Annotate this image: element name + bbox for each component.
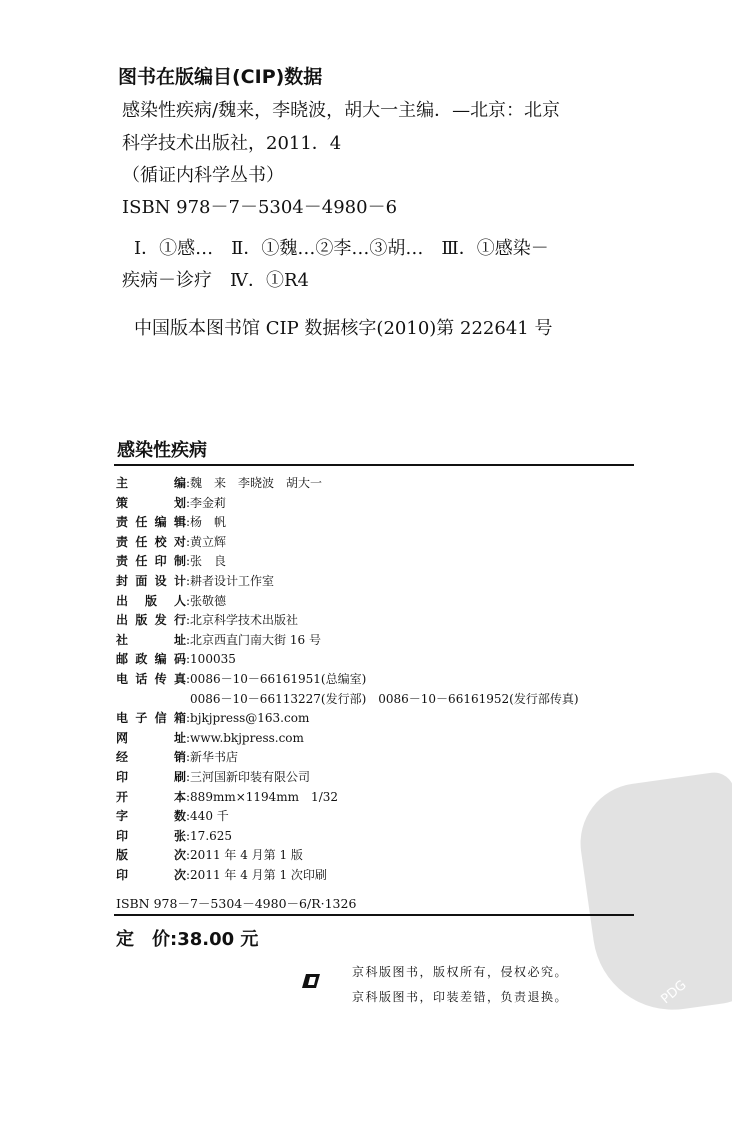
record-value: 100035: [190, 652, 236, 667]
record-value: 2011 年 4 月第 1 版: [190, 848, 303, 863]
record-value: 889mm×1194mm 1/32: [190, 789, 339, 804]
footer-line: 京科版图书，版权所有，侵权必究。: [352, 965, 569, 979]
record-colon: :: [186, 476, 191, 490]
cip-subject-line: Ⅰ．①感… Ⅱ．①魏…②李…③胡… Ⅲ．①感染－: [134, 238, 549, 259]
record-row: [116, 670, 579, 690]
record-colon: :: [186, 711, 191, 726]
cip-heading: 图书在版编目(CIP)数据: [118, 66, 323, 88]
record-label: 印次: [116, 867, 186, 882]
record-colon: :: [186, 554, 191, 569]
record-row: [116, 788, 579, 808]
record-row: [116, 592, 579, 612]
record-label: 出版人: [116, 593, 186, 608]
record-value: 440 千: [190, 809, 229, 824]
record-value: 李金莉: [190, 495, 227, 510]
record-value: 17.625: [190, 828, 233, 843]
record-row: [116, 572, 579, 592]
watermark-seal: [573, 770, 732, 1020]
cip-line: 感染性疾病/魏来，李晓波，胡大一主编．—北京：北京: [122, 100, 561, 121]
record-label: 经销: [116, 750, 186, 765]
record-row: [116, 827, 579, 847]
record-label: [116, 690, 186, 710]
record-value: 张 良: [190, 554, 227, 569]
record-value: 魏 来 李晓波 胡大一: [190, 476, 323, 490]
record-label: 电子信箱: [116, 711, 186, 726]
record-value: 杨 帆: [190, 515, 227, 530]
record-row: [116, 631, 579, 651]
record-label: 印刷: [116, 769, 186, 784]
record-row: [116, 807, 579, 827]
cip-record-number: 中国版本图书馆 CIP 数据核字(2010)第 222641 号: [134, 318, 553, 339]
record-label: 出版发行: [116, 613, 186, 628]
record-colon: :: [186, 573, 191, 588]
record-value: 北京科学技术出版社: [190, 613, 299, 628]
record-label: 网址: [116, 730, 186, 745]
record-colon: :: [186, 809, 191, 824]
record-row: [116, 690, 579, 710]
footer-line: 京科版图书，印装差错，负责退换。: [352, 990, 569, 1004]
record-row: [116, 729, 579, 749]
record-row: [116, 533, 579, 553]
divider: [114, 914, 634, 916]
record-row: [116, 846, 579, 866]
record-value: 三河国新印装有限公司: [190, 769, 311, 784]
record-value: 新华书店: [190, 750, 239, 765]
record-colon: :: [186, 534, 191, 549]
record-colon: :: [186, 671, 191, 686]
record-label: 版次: [116, 848, 186, 863]
record-label: 邮政编码: [116, 652, 186, 667]
cip-line: （循证内科学丛书）: [122, 165, 284, 186]
record-colon: :: [186, 652, 191, 667]
cip-subject-line: 疾病－诊疗 Ⅳ．①R4: [122, 270, 309, 291]
record-row: [116, 709, 579, 729]
record-row: [116, 552, 579, 572]
record-value: 耕者设计工作室: [190, 573, 275, 588]
record-label: 字数: [116, 809, 186, 824]
record-colon: :: [186, 867, 191, 882]
record-colon: :: [186, 495, 191, 510]
record-label: 封面设计: [116, 573, 186, 588]
record-label: 策划: [116, 495, 186, 510]
cip-line: 科学技术出版社，2011．4: [122, 133, 342, 154]
divider: [114, 464, 634, 466]
publisher-logo-icon: [300, 972, 324, 990]
record-colon: :: [186, 613, 191, 628]
record-row: [116, 866, 579, 886]
record-colon: :: [186, 593, 191, 608]
record-row: [116, 768, 579, 788]
record-label: 社址: [116, 632, 186, 647]
record-colon: :: [186, 730, 191, 745]
record-value: 黄立辉: [190, 534, 227, 549]
record-value: 张敬德: [190, 593, 227, 608]
price: 定 价:38.00 元: [116, 929, 259, 950]
record-row: [116, 748, 579, 768]
record-label: 责任编辑: [116, 515, 186, 530]
record-value: bjkjpress@163.com: [190, 711, 310, 726]
record-row: [116, 650, 579, 670]
record-colon: :: [186, 632, 191, 647]
record-colon: :: [186, 750, 191, 765]
record-colon: :: [186, 789, 191, 804]
record-row: [116, 611, 579, 631]
record-colon: :: [186, 848, 191, 863]
record-row: [116, 474, 579, 494]
isbn-full: ISBN 978－7－5304－4980－6/R·1326: [116, 896, 357, 911]
publication-records: [116, 474, 579, 885]
record-value: 2011 年 4 月第 1 次印刷: [190, 867, 327, 882]
record-colon: :: [186, 515, 191, 530]
record-value: 0086－10－66161951(总编室): [190, 671, 367, 686]
record-label: 印张: [116, 828, 186, 843]
record-row: [116, 494, 579, 514]
cip-line: ISBN 978－7－5304－4980－6: [122, 197, 398, 218]
record-colon: :: [186, 828, 191, 843]
record-label: 责任印制: [116, 554, 186, 569]
price-label: 定 价: [116, 929, 170, 950]
record-row: [116, 513, 579, 533]
price-value: 38.00 元: [177, 929, 259, 950]
record-label: 主编: [116, 476, 186, 490]
record-value: www.bkjpress.com: [190, 730, 304, 745]
watermark-text: PDG: [658, 977, 690, 1008]
record-label: 开本: [116, 789, 186, 804]
book-title: 感染性疾病: [117, 440, 207, 461]
record-label: 电话传真: [116, 671, 186, 686]
record-label: 责任校对: [116, 534, 186, 549]
record-colon: :: [186, 769, 191, 784]
record-value: 0086－10－66113227(发行部) 0086－10－66161952(发行部传真): [190, 691, 579, 706]
record-value: 北京西直门南大街 16 号: [190, 632, 321, 647]
